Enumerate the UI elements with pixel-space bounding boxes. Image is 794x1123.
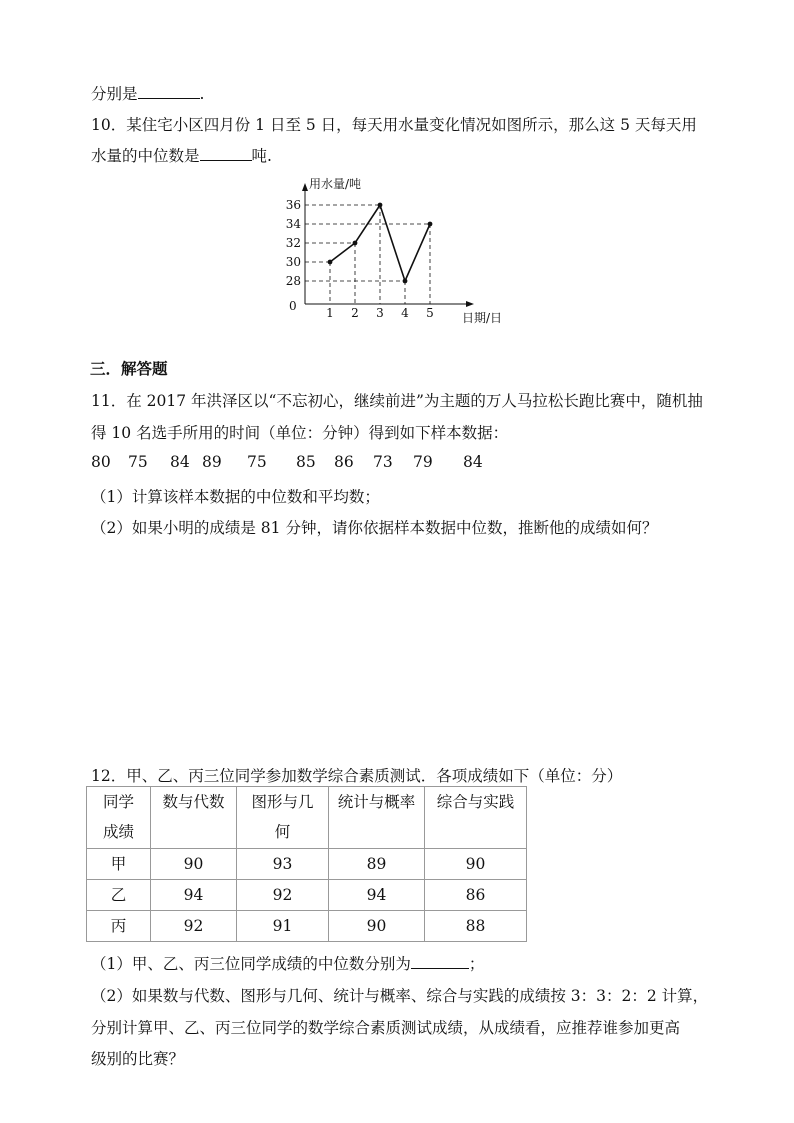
header-number-algebra: 数与代数 (151, 787, 237, 849)
q12-sub2-line1: （2）如果数与代数、图形与几何、统计与概率、综合与实践的成绩按 3：3：2：2 计算， (91, 987, 709, 1005)
q12-sub1-post: ； (468, 955, 485, 973)
score-cell: 86 (425, 880, 527, 911)
score-cell: 90 (329, 911, 425, 942)
y-tick-label: 32 (285, 236, 301, 250)
q9-tail-line (91, 82, 204, 104)
data-point (403, 279, 408, 284)
corner-cell (87, 787, 151, 849)
score-cell: 94 (329, 880, 425, 911)
data-point (328, 260, 333, 265)
q11-line2: 得 10 名选手所用的时间（单位：分钟）得到如下样本数据： (91, 424, 509, 442)
q9-answer-blank[interactable] (138, 83, 200, 100)
sample-value: 84 (170, 453, 190, 471)
x-axis-arrow (466, 301, 474, 307)
x-tick-label: 2 (351, 306, 359, 320)
q12-answer-blank[interactable] (411, 953, 469, 970)
sample-value: 86 (334, 453, 354, 471)
corner-bottom: 成绩 (102, 823, 134, 841)
q10-line1: 10．某住宅小区四月份 1 日至 5 日，每天用水量变化情况如图所示，那么这 5 天每天用 (91, 116, 697, 134)
score-table (86, 786, 527, 942)
table-header-row (87, 787, 527, 849)
header-geometry-line2: 何 (274, 823, 291, 841)
sample-value: 84 (463, 453, 483, 471)
q10-line2-pre: 水量的中位数是 (91, 147, 200, 165)
header-statistics: 统计与概率 (329, 787, 425, 849)
q12-sub1-pre: （1）甲、乙、丙三位同学成绩的中位数分别为 (91, 955, 411, 973)
x-axis-label: 日期/日 (462, 311, 503, 325)
sample-value: 85 (296, 453, 316, 471)
y-tick-label: 36 (285, 198, 301, 212)
table-row (87, 911, 527, 942)
score-cell: 90 (151, 849, 237, 880)
sample-value: 89 (202, 453, 222, 471)
table-row (87, 849, 527, 880)
q12-sub1 (91, 952, 484, 974)
corner-top: 同学 (102, 793, 134, 811)
score-cell: 92 (151, 911, 237, 942)
student-name: 甲 (87, 849, 151, 880)
q10-line2 (91, 144, 272, 166)
score-cell: 88 (425, 911, 527, 942)
q11-line1: 11．在 2017 年洪泽区以“不忘初心，继续前进”为主题的万人马拉松长跑比赛中，随机抽 (91, 392, 703, 410)
sample-value: 80 (91, 453, 111, 471)
score-cell: 93 (237, 849, 329, 880)
student-name: 乙 (87, 880, 151, 911)
y-tick-label: 30 (285, 255, 301, 269)
score-cell: 92 (237, 880, 329, 911)
table-row (87, 880, 527, 911)
x-tick-label: 5 (426, 306, 434, 320)
y-tick-label: 34 (285, 217, 301, 231)
sample-value: 79 (413, 453, 433, 471)
water-usage-chart (270, 170, 520, 330)
y-tick-label: 28 (285, 274, 301, 288)
q10-answer-blank[interactable] (200, 145, 252, 162)
q11-sub2: （2）如果小明的成绩是 81 分钟，请你依据样本数据中位数，推断他的成绩如何？ (91, 519, 658, 537)
score-cell: 89 (329, 849, 425, 880)
q11-sub1: （1）计算该样本数据的中位数和平均数； (91, 488, 380, 506)
q12-intro: 12．甲、乙、丙三位同学参加数学综合素质测试．各项成绩如下（单位：分） (91, 767, 623, 785)
score-cell: 90 (425, 849, 527, 880)
x-tick-label: 3 (376, 306, 384, 320)
y-axis-label: 用水量/吨 (309, 177, 362, 191)
score-cell: 91 (237, 911, 329, 942)
header-geometry-line1: 图形与几 (251, 793, 314, 811)
q12-sub2-line3: 级别的比赛？ (91, 1050, 185, 1068)
section3-title: 三．解答题 (90, 359, 168, 378)
data-point (428, 222, 433, 227)
x-tick-label: 4 (401, 306, 409, 320)
x-tick-label: 1 (326, 306, 334, 320)
score-cell: 94 (151, 880, 237, 911)
sample-value: 73 (373, 453, 393, 471)
q9-tail-text: 分别是 (91, 85, 138, 103)
y-axis-arrow (302, 183, 308, 191)
q10-line2-post: 吨. (251, 147, 272, 165)
origin-label: 0 (289, 299, 297, 313)
header-geometry (237, 787, 329, 849)
data-point (353, 241, 358, 246)
header-practice: 综合与实践 (425, 787, 527, 849)
student-name: 丙 (87, 911, 151, 942)
sample-value: 75 (128, 453, 148, 471)
q9-tail-period: . (199, 85, 205, 103)
sample-value: 75 (247, 453, 267, 471)
q11-sample-data (91, 453, 483, 471)
data-point (378, 203, 383, 208)
q12-sub2-line2: 分别计算甲、乙、丙三位同学的数学综合素质测试成绩，从成绩看，应推荐谁参加更高 (91, 1019, 681, 1037)
